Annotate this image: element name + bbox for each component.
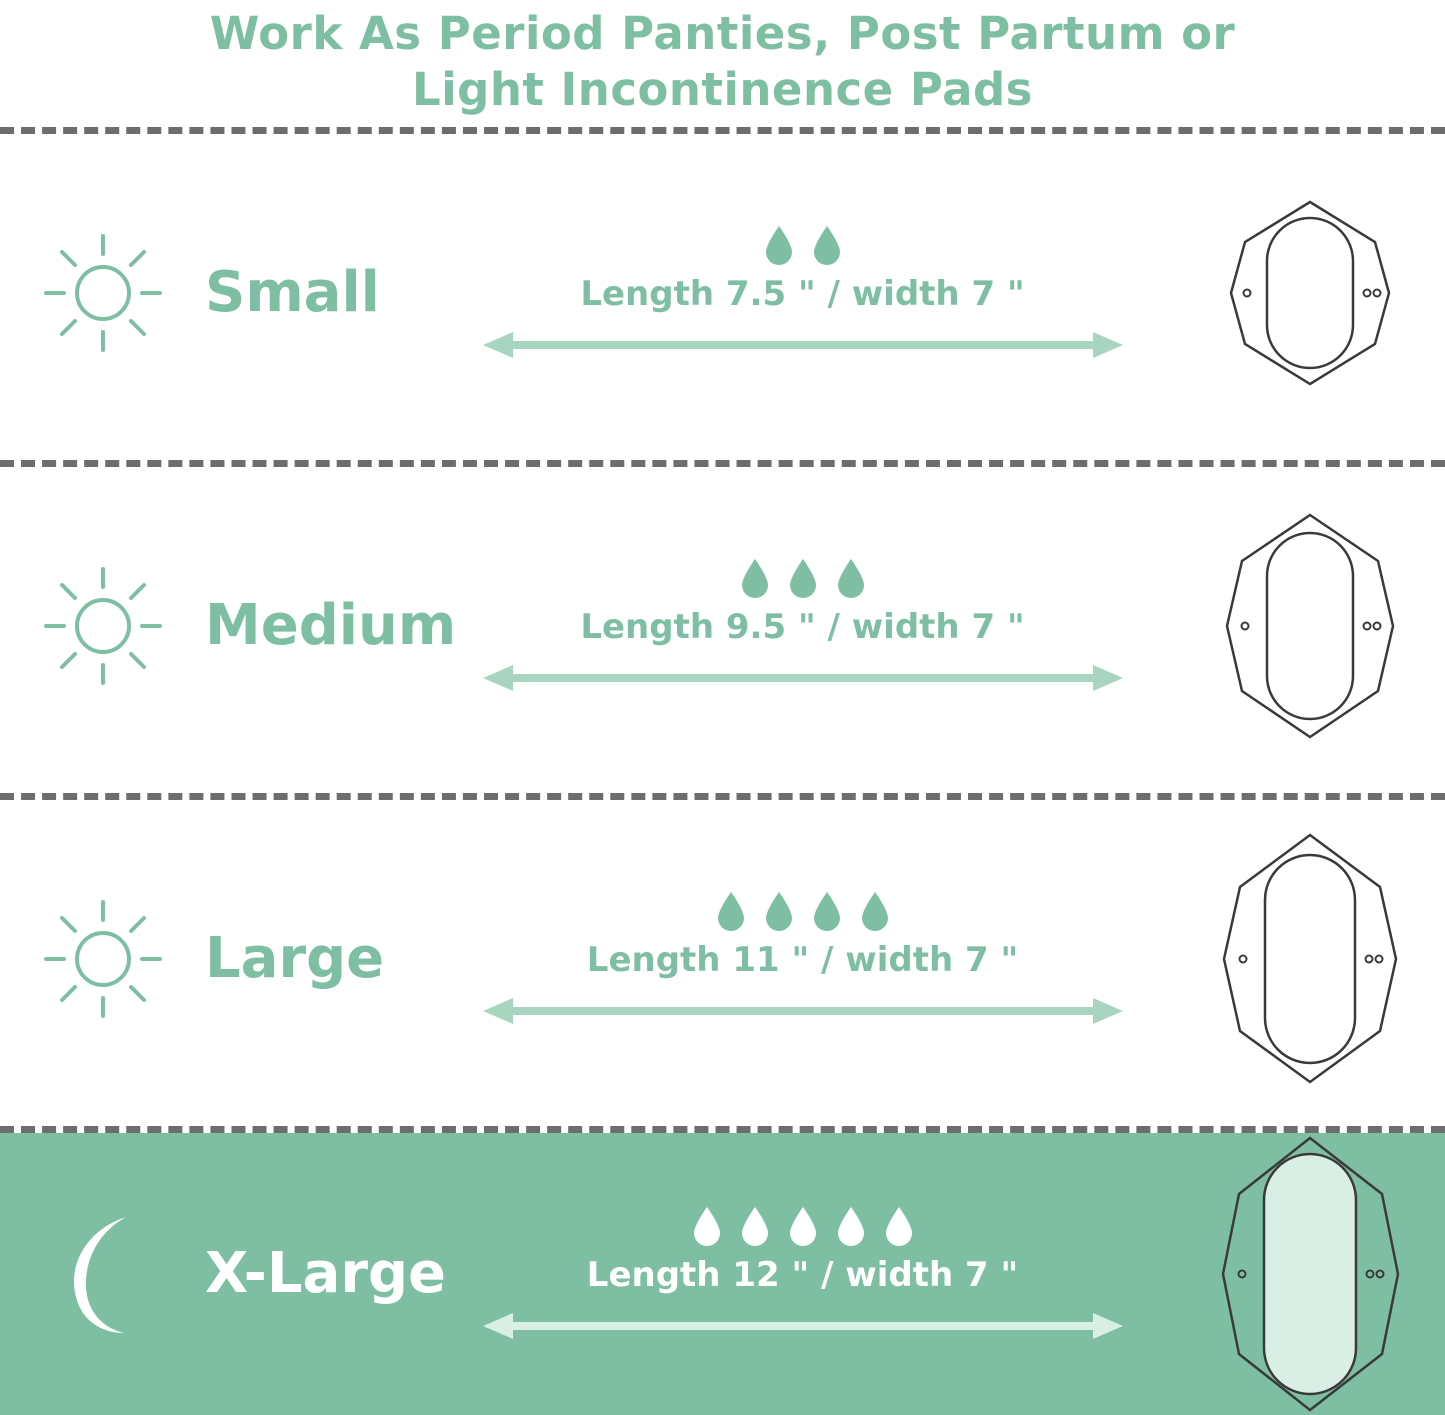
drop-icon xyxy=(858,890,892,934)
size-row-medium xyxy=(0,467,1445,785)
pad-outline-small xyxy=(1175,198,1445,388)
divider-3 xyxy=(0,1126,1445,1133)
size-label-small-wrap xyxy=(205,260,465,325)
size-label-xlarge: X-Large xyxy=(205,1241,447,1306)
dimensions-small: Length 7.5 " / width 7 " xyxy=(580,273,1025,314)
drop-icon xyxy=(810,890,844,934)
drop-icon xyxy=(834,557,868,601)
size-label-medium: Medium xyxy=(205,593,457,658)
absorbency-drops-medium xyxy=(738,557,868,601)
drop-icon xyxy=(714,890,748,934)
dimensions-xlarge: Length 12 " / width 7 " xyxy=(586,1254,1019,1295)
absorbency-drops-small xyxy=(762,224,844,268)
divider-1 xyxy=(0,460,1445,467)
size-arrow-small xyxy=(483,328,1123,362)
sun-icon xyxy=(0,894,205,1024)
size-label-medium-wrap xyxy=(205,593,465,658)
pad-outline-large xyxy=(1175,831,1445,1086)
size-label-large-wrap xyxy=(205,926,465,991)
size-arrow-large xyxy=(483,994,1123,1028)
sun-icon xyxy=(0,561,205,691)
size-row-xlarge xyxy=(0,1133,1445,1415)
dimensions-large: Length 11 " / width 7 " xyxy=(586,939,1019,980)
size-row-large xyxy=(0,800,1445,1118)
size-row-small xyxy=(0,134,1445,452)
drop-icon xyxy=(810,224,844,268)
size-label-xlarge-wrap xyxy=(205,1241,465,1306)
drop-icon xyxy=(882,1205,916,1249)
page-title xyxy=(0,0,1445,119)
drop-icon xyxy=(786,557,820,601)
size-details-small xyxy=(465,224,1175,362)
pad-outline-medium xyxy=(1175,511,1445,741)
sun-icon xyxy=(0,228,205,358)
drop-icon xyxy=(738,557,772,601)
page-title-line-2: Light Incontinence Pads xyxy=(412,63,1033,117)
size-details-medium xyxy=(465,557,1175,695)
pad-outline-xlarge xyxy=(1175,1134,1445,1414)
divider-top xyxy=(0,127,1445,134)
drop-icon xyxy=(690,1205,724,1249)
drop-icon xyxy=(762,224,796,268)
drop-icon xyxy=(834,1205,868,1249)
absorbency-drops-xlarge xyxy=(690,1205,916,1249)
moon-icon xyxy=(0,1209,205,1339)
size-details-xlarge xyxy=(465,1205,1175,1343)
drop-icon xyxy=(786,1205,820,1249)
size-arrow-xlarge xyxy=(483,1309,1123,1343)
drop-icon xyxy=(738,1205,772,1249)
absorbency-drops-large xyxy=(714,890,892,934)
divider-2 xyxy=(0,793,1445,800)
size-arrow-medium xyxy=(483,661,1123,695)
size-label-large: Large xyxy=(205,926,385,991)
dimensions-medium: Length 9.5 " / width 7 " xyxy=(580,606,1025,647)
page-title-line-1: Work As Period Panties, Post Partum or xyxy=(209,7,1236,60)
drop-icon xyxy=(762,890,796,934)
size-details-large xyxy=(465,890,1175,1028)
size-label-small: Small xyxy=(205,260,380,325)
